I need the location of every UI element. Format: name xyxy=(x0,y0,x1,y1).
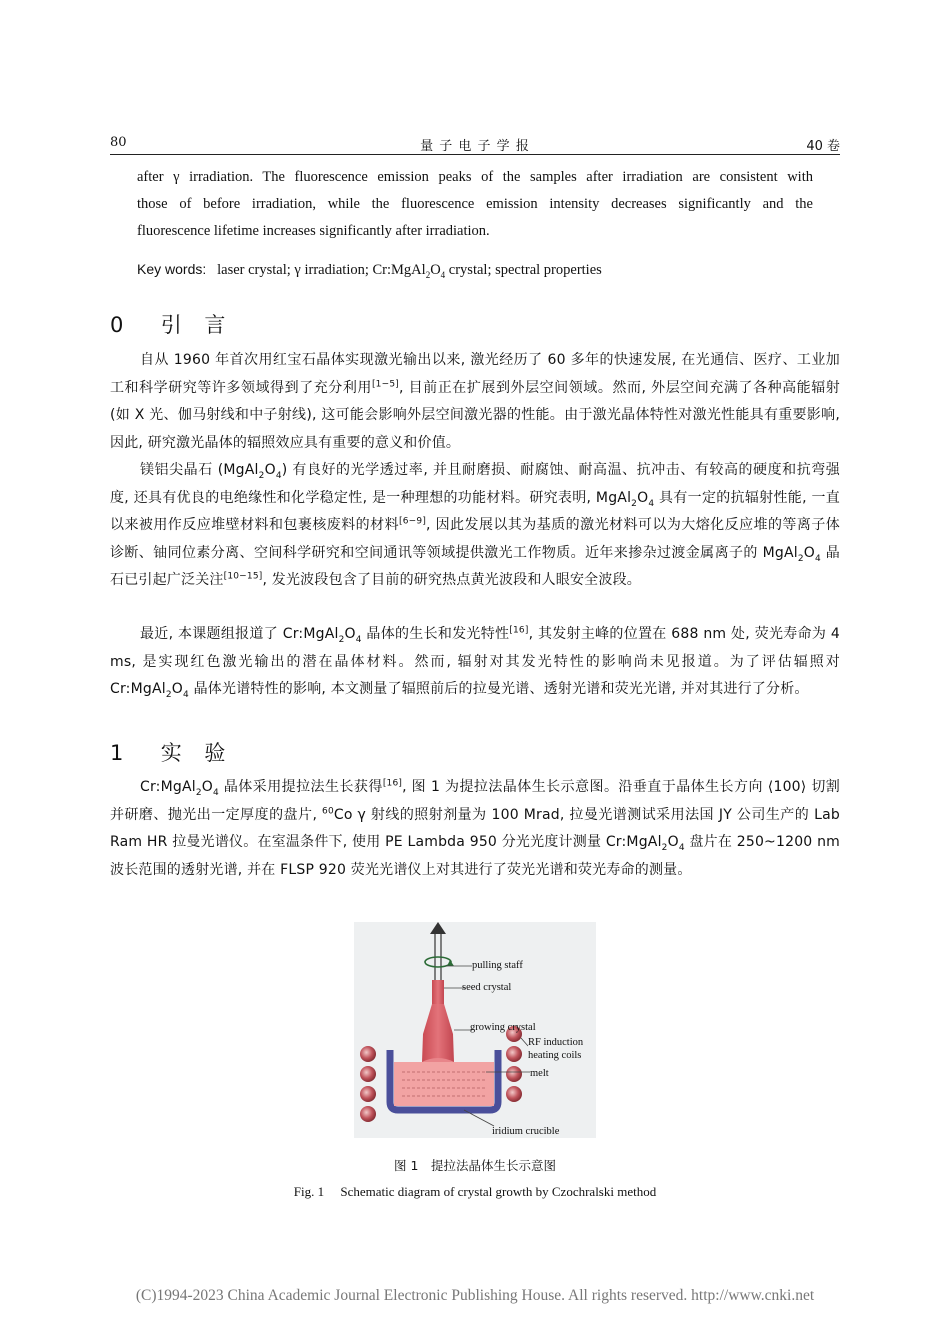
subscript-4: 4 xyxy=(678,842,685,853)
intro-p2-text-g: O xyxy=(803,544,815,561)
intro-p3-text-e: O xyxy=(171,681,184,697)
figure-caption-en: Fig. 1 Schematic diagram of crystal growth by Czochralski method xyxy=(293,1184,657,1199)
label-rf-line1: RF induction xyxy=(528,1037,584,1048)
header-rule xyxy=(110,154,840,155)
subscript-2: 2 xyxy=(258,470,265,481)
superscript-60: 60 xyxy=(322,805,334,816)
intro-p2-text-i: , 发光波段包含了目前的研究热点黄光波段和人眼安全波段。 xyxy=(262,572,641,588)
exp-text-f: O xyxy=(667,834,679,850)
abstract-line-3: fluorescence lifetime increases significantly after irradiation. xyxy=(137,223,490,239)
section-0-number: 0 xyxy=(110,313,132,337)
citation-16: [16] xyxy=(382,778,403,789)
section-0-title: 引 言 xyxy=(160,313,234,337)
intro-p2-text-f: , 因此发展以其为基质的激光材料可以为大熔化反应堆的等离子体诊断、铀同位素分离、空间科学研究和空间通讯等领域提供激光工作物质。近年来掺杂过渡金属离子的 MgAl xyxy=(110,517,840,561)
intro-p3-text-f: 晶体光谱特性的影响, 本文测量了辐照前后的拉曼光谱、透射光谱和荧光光谱, 并对其进行了分析。 xyxy=(188,681,809,697)
keywords-sub-2: 4 xyxy=(440,269,446,280)
intro-p3-text-c: 晶体的生长和发光特性 xyxy=(361,626,510,642)
page-number: 80 xyxy=(110,135,127,150)
subscript-4: 4 xyxy=(648,498,655,509)
intro-p3-text-d: , 其发射主峰的位置在 688 nm 处, 荧光寿命为 4 ms, 是实现红色激光输出的潜在晶体材料。然而, 辐射对其发光特性的影响尚未见报道。为了评估辐照对 Cr:MgAl xyxy=(110,626,840,697)
subscript-2: 2 xyxy=(797,553,804,564)
abstract-line-1: after γ irradiation. The fluorescence emission peaks of the samples after irradiation are consistent with xyxy=(137,169,813,185)
keywords-text-c: crystal; spectral properties xyxy=(445,262,602,278)
intro-p2-text-h: 晶石已引起广泛关注 xyxy=(110,544,840,588)
volume-label: 40 卷 xyxy=(806,139,840,154)
exp-text-a: Cr:MgAl xyxy=(140,779,196,795)
keywords-text-b: O xyxy=(430,262,441,278)
subscript-2: 2 xyxy=(165,689,172,700)
section-1-heading xyxy=(110,737,233,767)
subscript-4: 4 xyxy=(213,787,219,798)
intro-p2-text-b: O xyxy=(264,462,276,478)
label-rf-line2: heating coils xyxy=(528,1050,582,1061)
subscript-2: 2 xyxy=(338,634,345,645)
label-seed-crystal: seed crystal xyxy=(462,982,512,993)
subscript-4: 4 xyxy=(183,689,189,700)
intro-p2-text-d: O xyxy=(637,489,649,506)
section-1-number: 1 xyxy=(110,741,132,765)
exp-text-e: Co γ 射线的照射剂量为 100 Mrad, 拉曼光谱测试采用法国 JY 公司生产的 Lab Ram HR 拉曼光谱仪。在室温条件下, 使用 PE Lambda 950 分光光度计测量 Cr:MgAl xyxy=(110,806,840,850)
section-0-heading xyxy=(110,309,233,339)
figure-1 xyxy=(354,922,596,1138)
intro-p1-text-b: , 目前正在扩展到外层空间领域。然而, 外层空间充满了各种高能辐射 (如 X 光、伽马射线和中子射线), 这可能会影响外层空间激光器的性能。由于激光晶体特性对激光性能具有重要影响, 因此, 研究激光晶体的辐照效应具有重要的意义和价值。 xyxy=(110,379,840,451)
label-pulling-staff: pulling staff xyxy=(472,960,523,971)
citation-16: [16] xyxy=(509,625,529,636)
intro-p2-text-a: 镁铝尖晶石 (MgAl xyxy=(140,462,259,478)
intro-p1-text-a: 自从 1960 年首次用红宝石晶体实现激光输出以来, 激光经历了 60 多年的快速发展, 在光通信、医疗、工业加工和科学研究等许多领域得到了充分利用 xyxy=(110,352,840,396)
subscript-2: 2 xyxy=(631,498,638,509)
intro-p3-text-a: 最近, 本课题组报道了 Cr:MgAl xyxy=(140,626,339,642)
figure-caption-zh: 图 1 提拉法晶体生长示意图 xyxy=(394,1158,556,1173)
intro-p3-text-b: O xyxy=(344,626,356,642)
intro-paragraph-2 xyxy=(110,457,840,595)
citation-1-5: [1−5] xyxy=(371,378,399,389)
section-1-title: 实 验 xyxy=(160,741,234,765)
abstract-line-2: those of before irradiation, while the fluorescence emission intensity decreases significantly and the xyxy=(137,196,813,212)
keywords-sub-1: 2 xyxy=(425,269,431,280)
citation-10-15: [10−15] xyxy=(223,571,263,582)
exp-text-d: , 图 1 为提拉法晶体生长示意图。沿垂直于晶体生长方向 ⟨100⟩ 切割并研磨、抛光出一定厚度的盘片, xyxy=(110,779,840,823)
experiment-paragraph xyxy=(110,774,840,884)
subscript-2: 2 xyxy=(195,787,202,798)
intro-paragraph-3 xyxy=(110,621,840,704)
keywords-label: Key words: xyxy=(137,261,207,277)
keywords-text-a: laser crystal; γ irradiation; Cr:MgAl xyxy=(217,262,426,278)
label-melt: melt xyxy=(530,1068,549,1079)
citation-6-9: [6−9] xyxy=(399,516,427,527)
intro-p2-text-e: 具有一定的抗辐射性能, 一直以来被用作反应堆壁材料和包裹核废料的材料 xyxy=(110,489,840,533)
keywords xyxy=(137,256,602,284)
label-crucible: iridium crucible xyxy=(492,1126,560,1137)
intro-p2-text-c: ) 有良好的光学透过率, 并且耐磨损、耐腐蚀、耐高温、抗冲击、有较高的硬度和抗弯强度, 还具有优良的电绝缘性和化学稳定性, 是一种理想的功能材料。研究表明, MgAl xyxy=(110,462,840,506)
journal-title: 量 子 电 子 学 报 xyxy=(420,139,530,154)
subscript-4: 4 xyxy=(815,553,821,564)
exp-text-g: 盘片在 250~1200 nm 波长范围的透射光谱, 并在 FLSP 920 荧光光谱仪上对其进行了荧光光谱和荧光寿命的测量。 xyxy=(110,834,840,878)
intro-paragraph-1 xyxy=(110,347,840,457)
abstract-tail xyxy=(137,164,813,245)
subscript-4: 4 xyxy=(355,634,362,645)
label-growing-crystal: growing crystal xyxy=(470,1022,536,1033)
subscript-4: 4 xyxy=(275,470,282,481)
exp-text-b: O xyxy=(201,779,214,795)
melt xyxy=(394,1062,494,1106)
exp-text-c: 晶体采用提拉法生长获得 xyxy=(218,779,383,795)
czochralski-diagram xyxy=(354,922,596,1138)
subscript-2: 2 xyxy=(661,842,668,853)
seed-crystal xyxy=(432,980,444,1004)
copyright-footer: (C)1994-2023 China Academic Journal Electronic Publishing House. All rights reserved. http://www.cnki.net xyxy=(135,1287,815,1304)
